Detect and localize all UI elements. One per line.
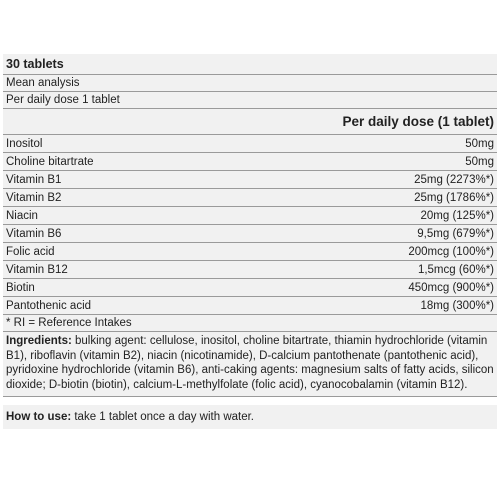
nutrition-panel [3,54,497,429]
nutrient-name: Biotin [6,282,35,294]
table-row [3,135,497,153]
usage-text: take 1 tablet once a day with water. [71,411,255,423]
table-row [3,279,497,297]
nutrient-name: Vitamin B12 [6,264,68,276]
ingredients-text: bulking agent: cellulose, inositol, choline bitartrate, thiamin hydrochloride (vitamin B1), riboflavin (vitamin B2), niacin (nicotinamide), D-calcium pantothenate (pantothenic acid), pyridoxine hydrochloride (vitamin B6), anti-caking agents: magnesium salts of fatty acids, silicon dioxide; D-biotin (biotin), calcium-L-methylfolate (folic acid), cyanocobalamin (vitamin B12). [6,335,494,391]
nutrient-name: Niacin [6,210,38,222]
ingredients-label: Ingredients: [6,335,72,347]
nutrient-value: 450mcg (900%*) [408,282,494,294]
table-row [3,261,497,279]
analysis-label: Mean analysis [3,75,497,92]
table-row [3,207,497,225]
nutrient-value: 20mg (125%*) [420,210,494,222]
nutrient-name: Inositol [6,138,43,150]
table-row [3,225,497,243]
nutrient-name: Vitamin B6 [6,228,62,240]
usage-block [3,405,497,429]
nutrient-value: 200mcg (100%*) [408,246,494,258]
nutrient-name: Choline bitartrate [6,156,94,168]
nutrient-value: 1,5mcg (60%*) [417,264,494,276]
usage-label: How to use: [6,411,72,423]
table-row [3,243,497,261]
nutrient-name: Vitamin B1 [6,174,62,186]
footnote: * RI = Reference Intakes [3,315,497,332]
nutrient-name: Pantothenic acid [6,300,92,312]
nutrient-name: Folic acid [6,246,55,258]
table-row [3,153,497,171]
table-row [3,171,497,189]
table-row [3,297,497,315]
column-header: Per daily dose (1 tablet) [342,114,494,129]
nutrient-name: Vitamin B2 [6,192,62,204]
section-gap [0,397,500,405]
ingredients-block [3,332,497,397]
table-header [3,109,497,135]
nutrient-value: 9,5mg (679%*) [417,228,494,240]
nutrient-value: 25mg (1786%*) [414,192,494,204]
nutrient-value: 50mg [465,156,494,168]
nutrient-table [3,135,497,315]
package-count: 30 tablets [3,54,497,75]
nutrient-value: 25mg (2273%*) [414,174,494,186]
table-row [3,189,497,207]
nutrient-value: 50mg [465,138,494,150]
nutrient-value: 18mg (300%*) [420,300,494,312]
dose-note: Per daily dose 1 tablet [3,92,497,109]
